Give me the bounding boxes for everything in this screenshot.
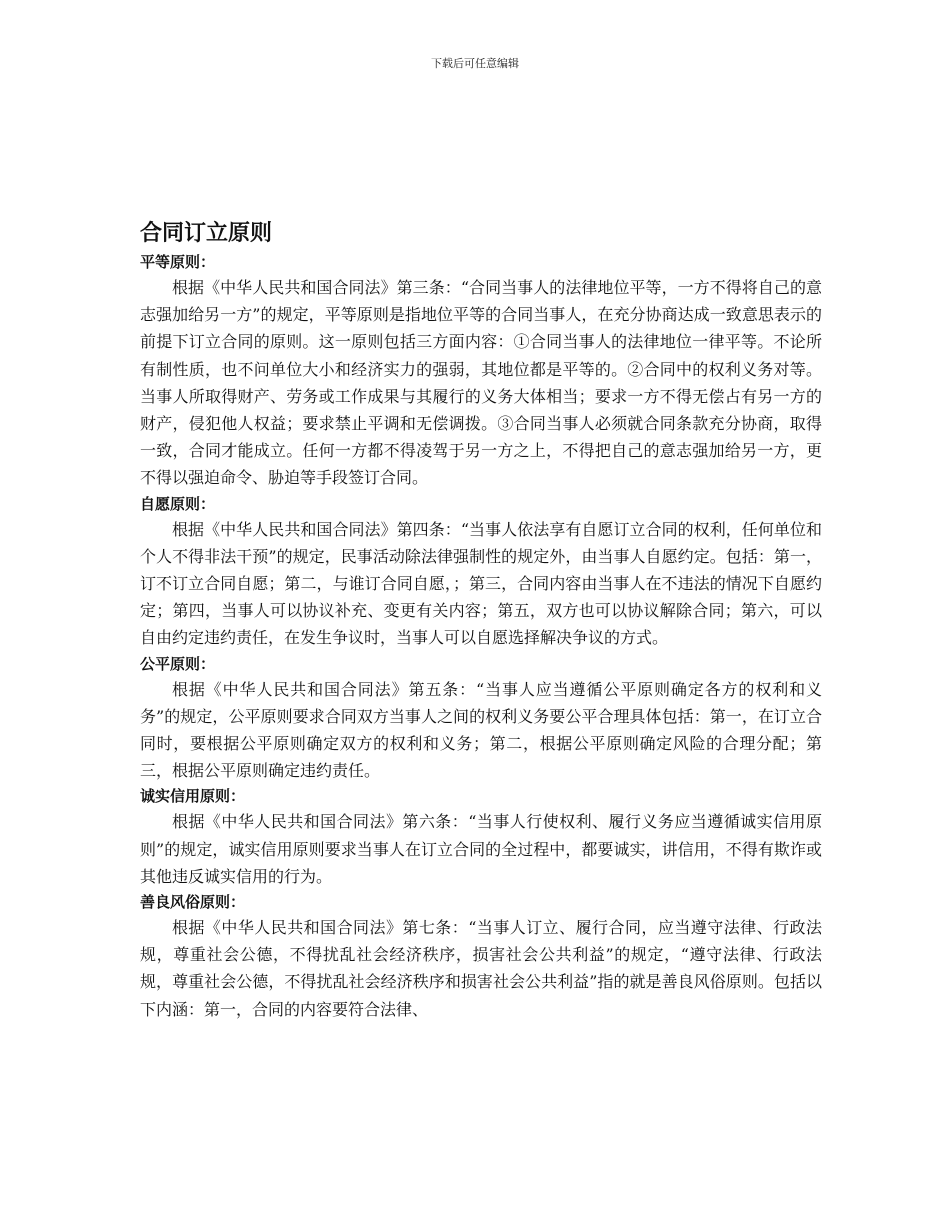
section-paragraph: 根据《中华人民共和国合同法》第三条：“合同当事人的法律地位平等，一方不得将自己的意志强加给另一方”的规定，平等原则是指地位平等的合同当事人，在充分协商达成一致意思表示的前提下订立合同的原则。这一原则包括三方面内容：①合同当事人的法律地位一律平等。不论所有制性质，也不问单位大小和经济实力的强弱，其地位都是平等的。②合同中的权利义务对等。当事人所取得财产、劳务或工作成果与其履行的义务大体相当；要求一方不得无偿占有另一方的财产，侵犯他人权益；要求禁止平调和无偿调拨。③合同当事人必须就合同条款充分协商，取得一致，合同才能成立。任何一方都不得凌驾于另一方之上，不得把自己的意志强加给另一方，更不得以强迫命令、胁迫等手段签订合同。 [140, 278, 822, 488]
document-title: 合同订立原则 [140, 221, 273, 246]
section-heading: 平等原则： [140, 253, 216, 271]
section-paragraph: 根据《中华人民共和国合同法》第四条：“当事人依法享有自愿订立合同的权利，任何单位和个人不得非法干预”的规定，民事活动除法律强制性的规定外，由当事人自愿约定。包括：第一，订不订立合同自愿；第二，与谁订合同自愿，；第三，合同内容由当事人在不违法的情况下自愿约定；第四，当事人可以协议补充、变更有关内容；第五，双方也可以协议解除合同；第六，可以自由约定违约责任，在发生争议时，当事人可以自愿选择解决争议的方式。 [140, 519, 822, 648]
section-paragraph: 根据《中华人民共和国合同法》第七条：“当事人订立、履行合同，应当遵守法律、行政法规，尊重社会公德，不得扰乱社会经济秩序，损害社会公共利益”的规定，“遵守法律、行政法规，尊重社会公德，不得扰乱社会经济秩序和损害社会公共利益”指的就是善良风俗原则。包括以下内涵：第一，合同的内容要符合法律、 [140, 918, 822, 1019]
section-heading: 自愿原则： [140, 494, 216, 513]
section-heading: 公平原则： [140, 654, 216, 673]
section-fairness [140, 652, 822, 785]
section-voluntary [140, 492, 822, 652]
page-header: 下载后可任意编辑 [431, 57, 519, 70]
section-paragraph: 根据《中华人民共和国合同法》第六条：“当事人行使权利、履行义务应当遵循诚实信用原则”的规定，诚实信用原则要求当事人在订立合同的全过程中，都要诚实，讲信用，不得有欺诈或其他违反诚实信用的行为。 [140, 812, 822, 886]
section-good-faith [140, 784, 822, 890]
section-equality [140, 250, 822, 492]
document-body [140, 218, 822, 1023]
section-paragraph: 根据《中华人民共和国合同法》第五条：“当事人应当遵循公平原则确定各方的权利和义务”的规定，公平原则要求合同双方当事人之间的权利义务要公平合理具体包括：第一，在订立合同时，要根据公平原则确定双方的权利和义务；第二，根据公平原则确定风险的合理分配；第三，根据公平原则确定违约责任。 [140, 679, 822, 781]
section-heading: 善良风俗原则： [140, 893, 246, 912]
section-heading: 诚实信用原则： [140, 787, 246, 806]
section-good-customs [140, 890, 822, 1023]
